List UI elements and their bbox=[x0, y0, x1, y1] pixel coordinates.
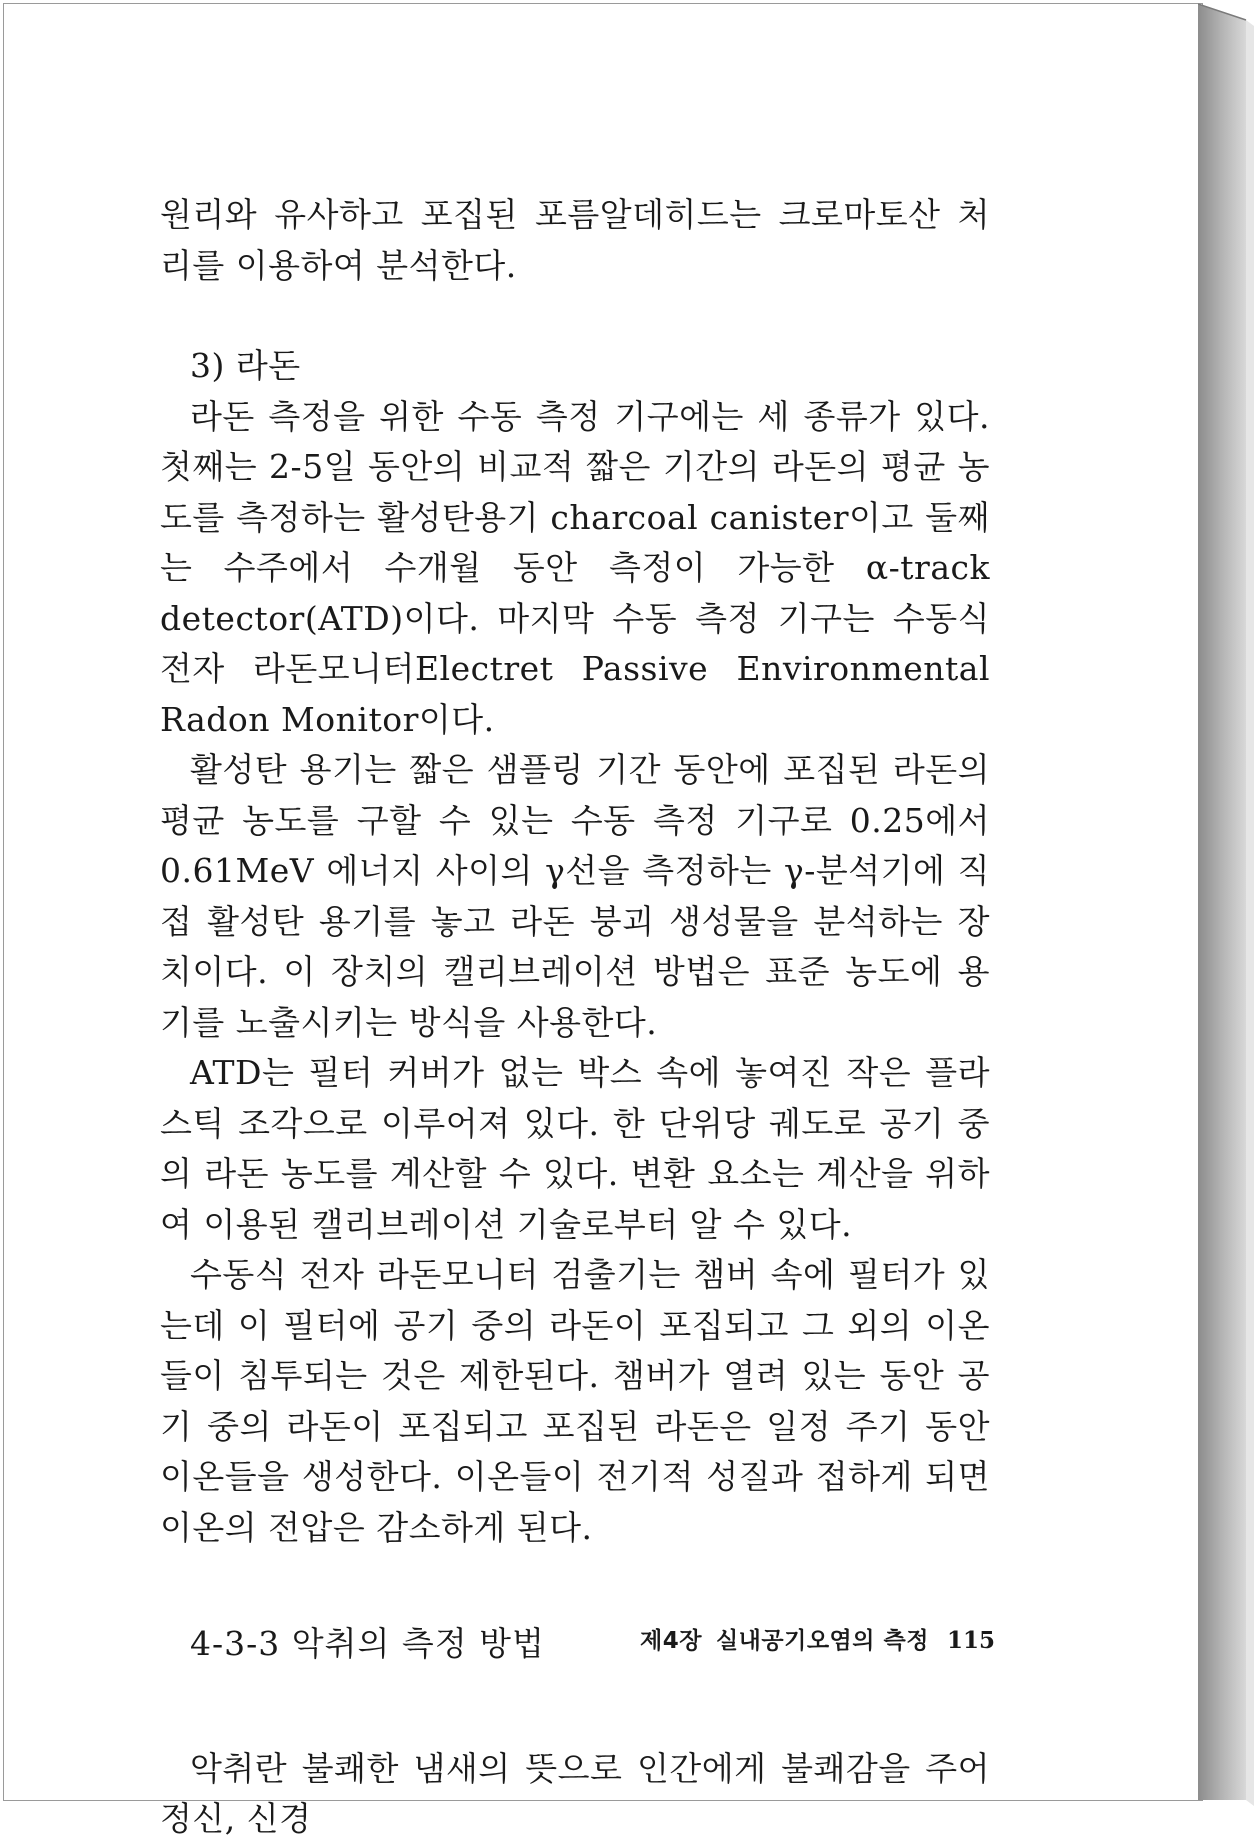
subsection-heading-radon: 3) 라돈 bbox=[190, 346, 301, 385]
paragraph-radon-intro: 라돈 측정을 위한 수동 측정 기구에는 세 종류가 있다. 첫째는 2-5일 동안의 비교적 짧은 기간의 라돈의 평균 농도를 측정하는 활성탄용기 charcoal canister이고 둘째는 수주에서 수개월 동안 측정이 가능한 α-track detector(ATD)이다. 마지막 수동 측정 기구는 수동식 전자 라돈모니터Electret Passive Environmental Radon Monitor이다. bbox=[160, 396, 990, 739]
page-curl-graphic bbox=[1198, 0, 1254, 1806]
body-text bbox=[160, 190, 990, 1845]
paragraph-continuation: 원리와 유사하고 포집된 포름알데히드는 크로마토산 처리를 이용하여 분석한다. bbox=[160, 195, 990, 285]
paragraph-atd: ATD는 필터 커버가 없는 박스 속에 놓여진 작은 플라스틱 조각으로 이루어져 있다. 한 단위당 궤도로 공기 중의 라돈 농도를 계산할 수 있다. 변환 요소는 계산을 위하여 이용된 캘리브레이션 기술로부터 알 수 있다. bbox=[160, 1053, 990, 1244]
paragraph-charcoal-canister: 활성탄 용기는 짧은 샘플링 기간 동안에 포집된 라돈의 평균 농도를 구할 수 있는 수동 측정 기구로 0.25에서 0.61MeV 에너지 사이의 γ선을 측정하는 γ-분석기에 직접 활성탄 용기를 놓고 라돈 붕괴 생성물을 분석하는 장치이다. 이 장치의 캘리브레이션 방법은 표준 농도에 용기를 노출시키는 방식을 사용한다. bbox=[160, 750, 990, 1042]
footer-running-title: 실내공기오염의 측정 bbox=[715, 1628, 929, 1654]
page-footer bbox=[640, 1622, 995, 1655]
page-edge-shadow bbox=[1198, 0, 1254, 1806]
page-number: 115 bbox=[946, 1627, 995, 1654]
paragraph-radon-monitor: 수동식 전자 라돈모니터 검출기는 챔버 속에 필터가 있는데 이 필터에 공기 중의 라돈이 포집되고 그 외의 이온들이 침투되는 것은 제한된다. 챔버가 열려 있는 동안 공기 중의 라돈이 포집되고 포집된 라돈은 일정 주기 동안 이온들을 생성한다. 이온들이 전기적 성질과 접하게 되면 이온의 전압은 감소하게 된다. bbox=[160, 1255, 990, 1547]
footer-chapter: 제4장 bbox=[640, 1628, 702, 1654]
section-heading-odor: 4-3-3 악취의 측정 방법 bbox=[190, 1624, 545, 1663]
paragraph-odor: 악취란 불쾌한 냄새의 뜻으로 인간에게 불쾌감을 주어 정신, 신경 bbox=[160, 1748, 990, 1838]
